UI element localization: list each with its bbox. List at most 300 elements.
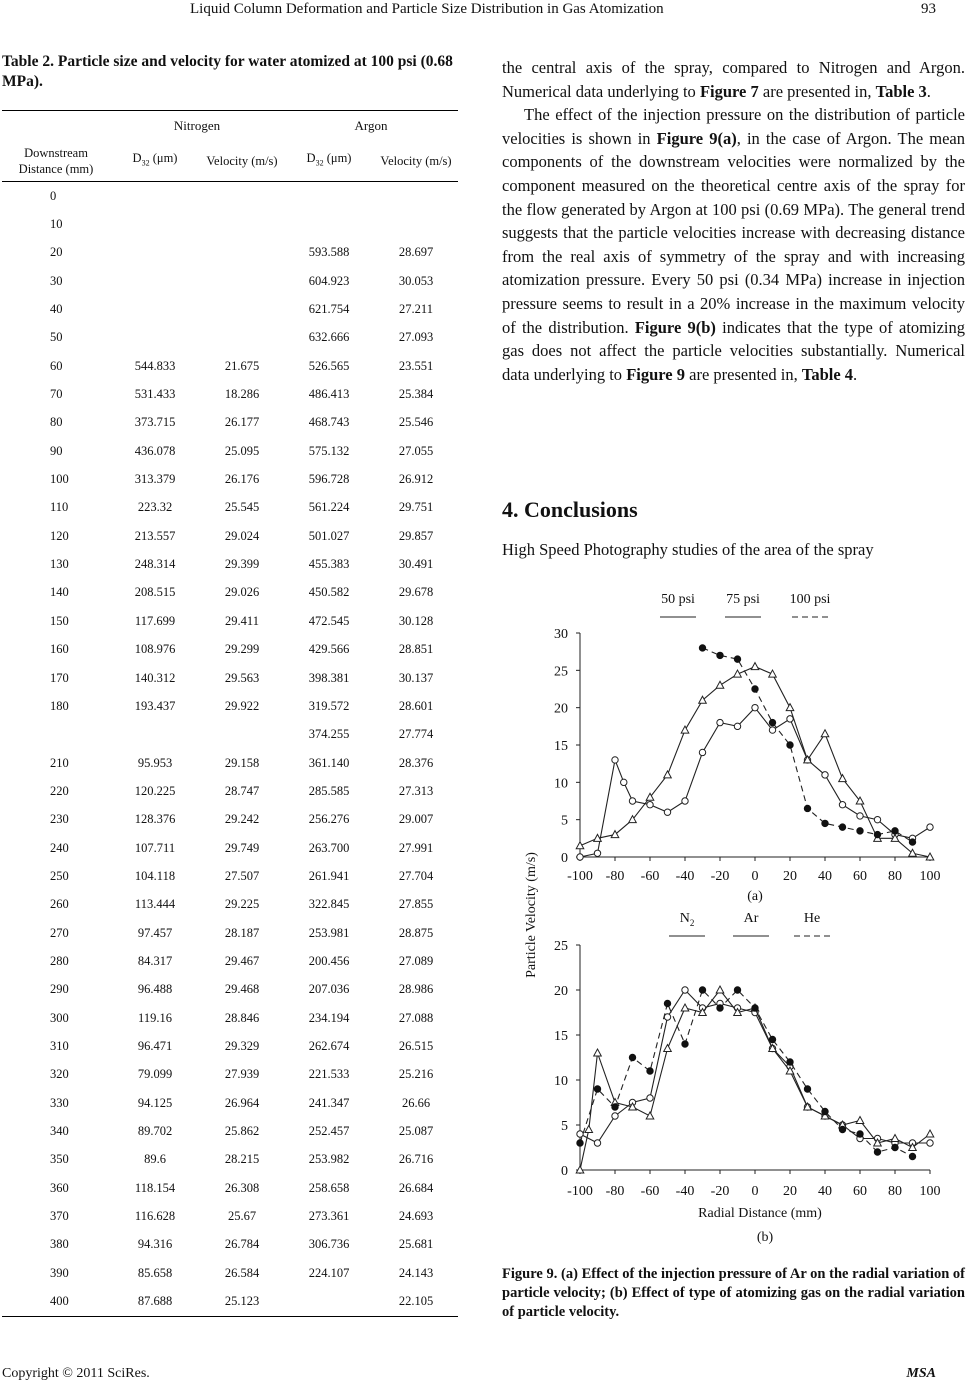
data-point-a-1	[576, 842, 584, 849]
cell-velocity-nitrogen: 29.399	[224, 557, 260, 572]
cell-velocity-argon: 27.093	[398, 330, 434, 345]
cell-velocity-nitrogen: 29.225	[224, 897, 260, 912]
cell-velocity-nitrogen: 29.922	[224, 698, 260, 713]
figure-9	[520, 585, 966, 1250]
cell-velocity-nitrogen	[200, 721, 284, 749]
cell-d32-nitrogen: 96.488	[137, 982, 173, 997]
cell-d32-argon: 207.036	[308, 982, 350, 997]
cell-d32-argon: 593.588	[308, 245, 350, 260]
cell-distance: 40	[50, 302, 63, 317]
cell-distance: 230	[50, 812, 69, 827]
cell-distance: 180	[50, 698, 69, 713]
table-row	[2, 862, 458, 890]
data-point-a-0	[839, 802, 845, 808]
cell-velocity-argon: 29.857	[398, 528, 434, 543]
panel-label-a: (a)	[747, 889, 763, 904]
table-row	[2, 239, 458, 267]
cell-velocity-argon: 27.313	[398, 783, 434, 798]
table-row	[2, 437, 458, 465]
cell-velocity-argon: 27.774	[398, 727, 434, 742]
cell-d32-argon: 263.700	[308, 840, 350, 855]
cell-d32-nitrogen: 140.312	[134, 670, 176, 685]
cell-d32-nitrogen: 223.32	[137, 500, 173, 515]
cell-distance: 50	[50, 330, 63, 345]
cell-d32-argon: 273.361	[308, 1209, 350, 1224]
col-header-d32-argon: $D_{32}$ (μm)	[284, 141, 374, 182]
data-point-a-1	[786, 704, 794, 711]
cell-d32-nitrogen: 248.314	[134, 557, 176, 572]
cell-distance	[2, 721, 110, 749]
legend-label-a: 75 psi	[726, 592, 760, 607]
table-row	[2, 1287, 458, 1316]
cell-d32-nitrogen	[110, 324, 200, 352]
footer-journal: MSA	[906, 1366, 936, 1381]
data-point-a-0	[769, 727, 775, 733]
data-point-b-2	[839, 1126, 845, 1132]
cell-distance: 90	[50, 443, 63, 458]
cell-d32-argon: 241.347	[308, 1095, 350, 1110]
data-point-b-2	[577, 1140, 583, 1146]
cell-d32-argon: 455.383	[308, 557, 350, 572]
cell-velocity-nitrogen: 27.939	[224, 1067, 260, 1082]
data-point-a-0	[594, 850, 600, 856]
cell-velocity-argon: 26.515	[398, 1038, 434, 1053]
cell-distance: 80	[50, 415, 63, 430]
cell-velocity-nitrogen: 26.784	[224, 1237, 260, 1252]
data-point-b-2	[769, 1036, 775, 1042]
running-title: Liquid Column Deformation and Particle Size Distribution in Gas Atomization	[190, 1, 664, 17]
data-point-a-2	[787, 742, 793, 748]
figure-svg	[520, 585, 966, 1250]
data-point-a-1	[664, 771, 672, 778]
cell-d32-nitrogen: 113.444	[134, 897, 176, 912]
x-tick-label-b: -60	[640, 1184, 660, 1199]
table-row	[2, 1231, 458, 1259]
col-header-d32-nitrogen: $D_{32}$ (μm)	[110, 141, 200, 182]
data-point-a-2	[699, 645, 705, 651]
data-point-a-0	[664, 809, 670, 815]
cell-d32-argon: 361.140	[308, 755, 350, 770]
data-point-a-0	[647, 802, 653, 808]
data-point-b-1	[856, 1117, 864, 1124]
data-point-a-2	[717, 652, 723, 658]
y-tick-label-b: 15	[554, 1029, 568, 1044]
data-point-b-2	[699, 987, 705, 993]
cell-distance: 30	[50, 273, 63, 288]
cell-distance: 20	[50, 245, 63, 260]
cell-d32-argon: 253.981	[308, 925, 350, 940]
x-tick-label-a: 60	[853, 869, 867, 884]
cell-velocity-nitrogen: 29.026	[224, 585, 260, 600]
cell-d32-nitrogen: 119.16	[138, 1010, 172, 1025]
table-row	[2, 1117, 458, 1145]
table-row	[2, 494, 458, 522]
cell-velocity-argon: 27.991	[398, 840, 434, 855]
table-row	[2, 607, 458, 635]
cell-velocity-nitrogen: 27.507	[224, 868, 260, 883]
page-number: 93	[921, 1, 936, 17]
data-point-a-0	[857, 813, 863, 819]
y-tick-label-b: 5	[561, 1119, 568, 1134]
cell-velocity-nitrogen: 25.095	[224, 443, 260, 458]
data-point-a-0	[734, 723, 740, 729]
cell-distance: 130	[50, 557, 69, 572]
cell-d32-argon	[284, 1287, 374, 1316]
cell-d32-argon: 604.923	[308, 273, 350, 288]
data-point-a-2	[909, 839, 915, 845]
table-row	[2, 380, 458, 408]
table-row	[2, 409, 458, 437]
cell-d32-nitrogen: 313.379	[134, 472, 176, 487]
cell-d32-nitrogen: 118.154	[134, 1180, 176, 1195]
cell-distance: 330	[50, 1095, 69, 1110]
cell-velocity-argon: 25.216	[398, 1067, 434, 1082]
cell-velocity-argon	[374, 182, 458, 211]
cell-d32-nitrogen	[110, 182, 200, 211]
cell-d32-nitrogen: 104.118	[134, 868, 176, 883]
cell-d32-nitrogen: 89.6	[144, 1152, 166, 1167]
data-point-b-1	[716, 986, 724, 993]
cell-velocity-argon: 28.875	[398, 925, 434, 940]
data-point-a-0	[612, 757, 618, 763]
cell-d32-nitrogen: 208.515	[134, 585, 176, 600]
cell-d32-nitrogen	[110, 267, 200, 295]
col-header-velocity-argon: Velocity (m/s)	[374, 141, 458, 182]
table-row	[2, 210, 458, 238]
y-tick-label-b: 0	[561, 1164, 568, 1179]
data-point-b-0	[612, 1113, 618, 1119]
data-point-a-0	[629, 798, 635, 804]
cell-distance: 250	[50, 868, 69, 883]
legend-label-a: 50 psi	[661, 592, 695, 607]
cell-velocity-nitrogen	[200, 295, 284, 323]
cell-d32-nitrogen: 117.699	[134, 613, 176, 628]
cell-d32-nitrogen: 120.225	[134, 783, 176, 798]
cell-distance: 280	[50, 953, 69, 968]
cell-d32-nitrogen: 84.317	[137, 953, 173, 968]
data-point-b-1	[926, 1130, 934, 1137]
cell-d32-argon: 621.754	[308, 302, 350, 317]
table-row	[2, 1061, 458, 1089]
data-point-b-0	[577, 1131, 583, 1137]
y-tick-label-b: 20	[554, 984, 568, 999]
data-point-b-0	[682, 987, 688, 993]
table-row	[2, 324, 458, 352]
data-point-b-2	[892, 1144, 898, 1150]
data-point-b-1	[891, 1135, 899, 1142]
cell-velocity-argon: 23.551	[398, 358, 434, 373]
x-tick-label-b: 20	[783, 1184, 797, 1199]
cell-velocity-argon: 28.851	[398, 642, 434, 657]
cell-velocity-nitrogen: 26.308	[224, 1180, 260, 1195]
data-point-b-0	[664, 1014, 670, 1020]
y-tick-label-b: 25	[554, 939, 568, 954]
cell-d32-nitrogen: 128.376	[134, 812, 176, 827]
x-tick-label-b: -20	[710, 1184, 730, 1199]
cell-d32-nitrogen	[110, 239, 200, 267]
table-group-argon: Argon	[284, 111, 458, 142]
table-row	[2, 636, 458, 664]
cell-distance: 220	[50, 783, 69, 798]
footer-copyright: Copyright © 2011 SciRes.	[2, 1366, 150, 1381]
x-tick-label-b: -80	[605, 1184, 625, 1199]
data-point-b-2	[717, 1005, 723, 1011]
paragraph-1: the central axis of the spray, compared to Nitrogen and Argon. Numerical data underlying to Figure 7 are presented in, Table 3.	[502, 58, 965, 101]
cell-d32-nitrogen: 96.471	[137, 1038, 173, 1053]
cell-d32-argon: 450.582	[308, 585, 350, 600]
data-point-a-1	[821, 730, 829, 737]
x-tick-label-a: -80	[605, 869, 625, 884]
cell-velocity-argon: 30.128	[398, 613, 434, 628]
cell-d32-argon: 374.255	[308, 727, 350, 742]
cell-d32-argon: 256.276	[308, 812, 350, 827]
cell-velocity-argon: 25.681	[398, 1237, 434, 1252]
cell-velocity-nitrogen: 29.749	[224, 840, 260, 855]
cell-velocity-argon: 22.105	[374, 1287, 458, 1316]
cell-distance: 160	[50, 642, 69, 657]
cell-velocity-argon: 29.007	[398, 812, 434, 827]
data-point-a-0	[752, 704, 758, 710]
cell-distance: 400	[2, 1287, 110, 1316]
cell-velocity-nitrogen: 29.468	[224, 982, 260, 997]
data-point-b-2	[822, 1108, 828, 1114]
cell-d32-argon: 472.545	[308, 613, 350, 628]
cell-distance: 140	[50, 585, 69, 600]
cell-distance: 70	[50, 387, 63, 402]
table-row	[2, 352, 458, 380]
cell-velocity-argon: 25.087	[398, 1124, 434, 1139]
table-row	[2, 1089, 458, 1117]
data-point-b-1	[646, 1112, 654, 1119]
cell-d32-argon: 561.224	[308, 500, 350, 515]
cell-velocity-argon: 27.211	[399, 302, 433, 317]
cell-d32-argon: 398.381	[308, 670, 350, 685]
data-point-b-1	[585, 1126, 593, 1133]
cell-velocity-argon: 28.986	[398, 982, 434, 997]
data-point-b-1	[681, 1004, 689, 1011]
cell-velocity-nitrogen: 18.286	[224, 387, 260, 402]
cell-d32-argon: 468.743	[308, 415, 350, 430]
cell-distance: 60	[50, 358, 63, 373]
legend-label-b: He	[803, 911, 821, 926]
cell-velocity-argon: 26.912	[398, 472, 434, 487]
body-text	[502, 56, 965, 386]
cell-velocity-nitrogen: 25.862	[224, 1124, 260, 1139]
cell-velocity-argon: 26.66	[401, 1095, 431, 1110]
cell-distance: 170	[50, 670, 69, 685]
cell-velocity-argon: 26.716	[398, 1152, 434, 1167]
table-row	[2, 579, 458, 607]
cell-d32-argon: 632.666	[308, 330, 350, 345]
paragraph-2: The effect of the injection pressure on the distribution of particle velocities is shown in Figure 9(a), in the case of Argon. The mean components of the downstream velocities were normalized by the component measured on the theoretical centre axis of the spray for the flow generated by Argon at 100 psi (0.69 MPa). The general trend suggests that the particle velocities increase with decreasing distance from the real axis of symmetry of the spray and with increasing atomization pressure. Every 50 psi (0.34 MPa) increase in injection pressure seems to result in a 20% increase in the maximum velocity of the distribution. Figure 9(b) indicates that the type of atomizing gas does not affect the particle velocities substantially. Numerical data underlying to Figure 9 are presented in, Table 4.	[502, 105, 966, 384]
cell-velocity-nitrogen: 26.584	[224, 1265, 260, 1280]
data-point-b-2	[874, 1149, 880, 1155]
cell-velocity-argon: 27.704	[398, 868, 434, 883]
data-point-b-2	[909, 1153, 915, 1159]
data-point-a-0	[927, 824, 933, 830]
cell-d32-argon: 258.658	[308, 1180, 350, 1195]
x-tick-label-a: 20	[783, 869, 797, 884]
cell-d32-argon: 285.585	[308, 783, 350, 798]
cell-distance: 310	[50, 1038, 69, 1053]
y-tick-label-a: 5	[561, 813, 568, 829]
data-point-b-2	[682, 1041, 688, 1047]
table-caption: Table 2. Particle size and velocity for water atomized at 100 psi (0.68 MPa).	[2, 53, 453, 90]
cell-d32-argon	[284, 182, 374, 211]
cell-velocity-argon	[374, 210, 458, 238]
cell-velocity-argon: 27.855	[398, 897, 434, 912]
y-tick-label-a: 20	[554, 701, 568, 717]
cell-distance: 150	[50, 613, 69, 628]
cell-velocity-nitrogen: 29.299	[224, 642, 260, 657]
cell-velocity-argon: 27.055	[398, 443, 434, 458]
cell-velocity-nitrogen: 29.411	[225, 613, 259, 628]
cell-d32-argon: 486.413	[308, 387, 350, 402]
x-tick-label-b: 40	[818, 1184, 832, 1199]
data-point-a-2	[857, 828, 863, 834]
cell-velocity-nitrogen: 29.563	[224, 670, 260, 685]
data-point-a-0	[822, 772, 828, 778]
data-point-b-2	[734, 987, 740, 993]
cell-velocity-argon: 29.678	[398, 585, 434, 600]
data-point-b-2	[804, 1086, 810, 1092]
table-row	[2, 777, 458, 805]
y-tick-label-b: 10	[554, 1074, 568, 1089]
legend-subscript: 2	[689, 918, 695, 928]
cell-velocity-argon: 30.137	[398, 670, 434, 685]
cell-d32-nitrogen: 544.833	[134, 358, 176, 373]
cell-d32-argon: 262.674	[308, 1038, 350, 1053]
cell-distance: 10	[50, 217, 63, 232]
cell-distance: 350	[50, 1152, 69, 1167]
cell-velocity-argon: 28.697	[398, 245, 434, 260]
data-point-a-1	[681, 726, 689, 733]
table-header-blank	[2, 111, 110, 142]
cell-d32-nitrogen: 94.316	[137, 1237, 173, 1252]
data-table	[2, 110, 458, 1317]
running-head	[0, 0, 966, 20]
cell-velocity-argon: 27.088	[398, 1010, 434, 1025]
cell-d32-argon: 253.982	[308, 1152, 350, 1167]
cell-d32-argon: 322.845	[308, 897, 350, 912]
data-point-a-2	[734, 656, 740, 662]
x-tick-label-b: -100	[567, 1184, 593, 1199]
table-row	[2, 891, 458, 919]
cell-velocity-nitrogen	[200, 267, 284, 295]
cell-d32-nitrogen: 97.457	[137, 925, 173, 940]
table-row	[2, 1146, 458, 1174]
cell-distance: 0	[50, 188, 57, 203]
x-tick-label-b: -40	[675, 1184, 695, 1199]
cell-distance: 370	[50, 1209, 69, 1224]
cell-d32-nitrogen: 85.658	[137, 1265, 173, 1280]
table-row	[2, 522, 458, 550]
cell-d32-nitrogen: 107.711	[134, 840, 176, 855]
cell-distance: 300	[50, 1010, 69, 1025]
cell-velocity-nitrogen: 29.467	[224, 953, 260, 968]
y-tick-label-a: 10	[554, 776, 568, 792]
x-tick-label-a: 80	[888, 869, 902, 884]
data-point-a-2	[822, 820, 828, 826]
cell-velocity-argon: 25.546	[398, 415, 434, 430]
data-point-b-2	[752, 1005, 758, 1011]
cell-velocity-nitrogen: 28.846	[224, 1010, 260, 1025]
data-point-b-1	[594, 1049, 602, 1056]
data-point-a-1	[716, 681, 724, 688]
cell-distance: 110	[50, 500, 69, 515]
col-header-velocity-nitrogen: Velocity (m/s)	[200, 141, 284, 182]
section-text: High Speed Photography studies of the area of the spray	[502, 540, 874, 559]
table-row	[2, 295, 458, 323]
data-point-b-1	[664, 1045, 672, 1052]
cell-d32-argon: 319.572	[308, 698, 350, 713]
cell-velocity-nitrogen: 26.176	[224, 472, 260, 487]
cell-d32-argon: 200.456	[308, 953, 350, 968]
cell-distance: 360	[50, 1180, 69, 1195]
cell-d32-nitrogen: 89.702	[137, 1124, 173, 1139]
y-tick-label-a: 25	[554, 664, 568, 680]
cell-d32-argon: 234.194	[308, 1010, 350, 1025]
cell-velocity-argon: 28.601	[398, 698, 434, 713]
cell-velocity-nitrogen: 29.329	[224, 1038, 260, 1053]
section-heading: 4. Conclusions	[502, 497, 638, 522]
x-tick-label-a: 0	[751, 869, 759, 884]
cell-distance: 100	[50, 472, 69, 487]
x-tick-label-a: -40	[675, 869, 695, 884]
table-row	[2, 1202, 458, 1230]
cell-velocity-nitrogen	[200, 210, 284, 238]
data-point-a-2	[839, 824, 845, 830]
x-tick-label-b: 80	[888, 1184, 902, 1199]
cell-distance: 120	[50, 528, 69, 543]
data-point-a-0	[682, 798, 688, 804]
cell-velocity-argon: 24.693	[398, 1209, 434, 1224]
table-row	[2, 1032, 458, 1060]
data-point-b-0	[927, 1140, 933, 1146]
table-row	[2, 1259, 458, 1287]
cell-velocity-nitrogen	[200, 182, 284, 211]
x-tick-label-a: 40	[818, 869, 832, 884]
cell-d32-argon: 575.132	[308, 443, 350, 458]
data-point-a-1	[769, 670, 777, 677]
cell-d32-argon: 526.565	[308, 358, 350, 373]
table-row	[2, 664, 458, 692]
cell-d32-argon: 306.736	[308, 1237, 350, 1252]
table-row	[2, 267, 458, 295]
figure-caption: Figure 9. (a) Effect of the injection pressure of Ar on the radial variation of particle velocity; (b) Effect of type of atomizing gas on the radial variation of particle velocity.	[502, 1266, 965, 1320]
cell-d32-nitrogen: 116.628	[134, 1209, 176, 1224]
cell-d32-nitrogen: 193.437	[134, 698, 176, 713]
cell-d32-nitrogen: 79.099	[137, 1067, 173, 1082]
cell-distance: 270	[50, 925, 69, 940]
data-point-b-2	[594, 1086, 600, 1092]
cell-d32-nitrogen: 87.688	[110, 1287, 200, 1316]
cell-d32-nitrogen	[110, 721, 200, 749]
cell-d32-argon: 252.457	[308, 1124, 350, 1139]
cell-d32-nitrogen: 94.125	[137, 1095, 173, 1110]
data-point-b-2	[857, 1131, 863, 1137]
cell-distance: 380	[50, 1237, 69, 1252]
cell-velocity-argon: 27.089	[398, 953, 434, 968]
cell-velocity-nitrogen: 28.187	[224, 925, 260, 940]
table-row	[2, 1004, 458, 1032]
col-header-distance: Downstream Distance (mm)	[2, 141, 110, 182]
cell-velocity-nitrogen: 25.123	[200, 1287, 284, 1316]
legend-label-a: 100 psi	[789, 592, 831, 607]
x-axis-title: Radial Distance (mm)	[698, 1206, 822, 1221]
cell-velocity-nitrogen: 25.545	[224, 500, 260, 515]
data-point-b-2	[664, 1000, 670, 1006]
